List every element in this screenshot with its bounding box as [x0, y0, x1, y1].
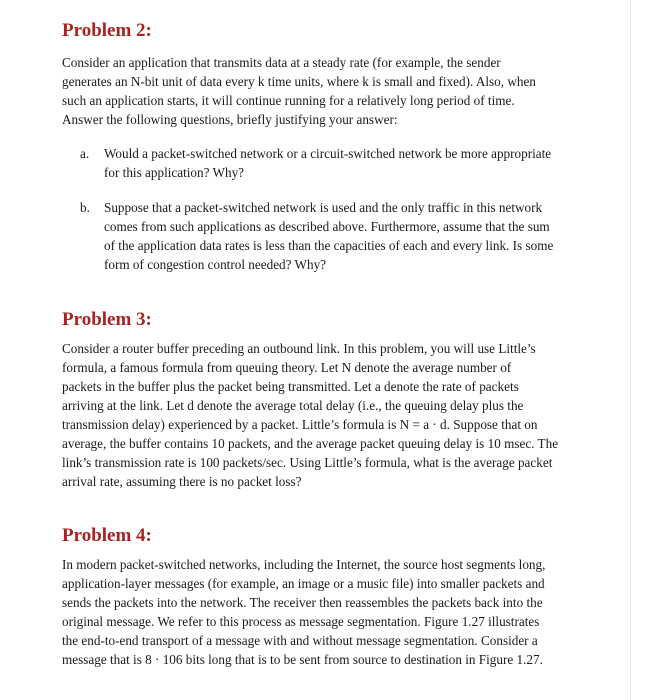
item-label: a. [80, 146, 90, 161]
item-line: comes from such applications as described above. Furthermore, assume that the sum [104, 219, 550, 234]
problem-4-body [62, 555, 602, 669]
item-body [104, 198, 553, 274]
item-line: form of congestion control needed? Why? [104, 257, 327, 272]
problem-2-intro-line: generates an N-bit unit of data every k time units, where k is small and fixed). Also, when [62, 74, 536, 89]
problem-4-line: message that is 8 · 106 bits long that is to be sent from source to destination in Figure 1.27. [62, 652, 543, 667]
problem-2-intro-line: Answer the following questions, briefly justifying your answer: [62, 112, 398, 127]
problem-3-body [62, 339, 602, 491]
problem-4-title: Problem 4: [62, 525, 152, 546]
item-body [104, 144, 551, 182]
problem-2-title: Problem 2: [62, 20, 152, 41]
problem-2-intro-line: such an application starts, it will continue running for a relatively long period of time. [62, 93, 515, 108]
problem-2-intro [62, 53, 602, 129]
problem-3-line: arriving at the link. Let d denote the average total delay (i.e., the queuing delay plus the [62, 398, 524, 413]
problem-4-line: In modern packet-switched networks, including the Internet, the source host segments long, [62, 557, 546, 572]
problem-3-line: formula, a famous formula from queuing theory. Let N denote the average number of [62, 360, 512, 375]
problem-4-line: the end-to-end transport of a message with and without message segmentation. Consider a [62, 633, 538, 648]
page-edge-divider [630, 0, 631, 700]
problem-3-title: Problem 3: [62, 309, 152, 330]
problem-4-line: original message. We refer to this process as message segmentation. Figure 1.27 illustrates [62, 614, 540, 629]
problem-3-line: arrival rate, assuming there is no packet loss? [62, 474, 302, 489]
item-line: of the application data rates is less than the capacities of each and every link. Is some [104, 238, 554, 253]
item-line: for this application? Why? [104, 165, 245, 180]
problem-2-intro-line: Consider an application that transmits data at a steady rate (for example, the sender [62, 55, 501, 70]
problem-3-line: link’s transmission rate is 100 packets/sec. Using Little’s formula, what is the average packet [62, 455, 553, 470]
item-line: Would a packet-switched network or a circuit-switched network be more appropriate [104, 146, 552, 161]
problem-4-line: application-layer messages (for example, an image or a music file) into smaller packets and [62, 576, 545, 591]
item-label: b. [80, 200, 90, 215]
problem-3-line: packets in the buffer plus the packet being transmitted. Let a denote the rate of packets [62, 379, 519, 394]
problem-3-line: average, the buffer contains 10 packets, and the average packet queuing delay is 10 msec. The [62, 436, 559, 451]
problem-3-line: Consider a router buffer preceding an outbound link. In this problem, you will use Little’s [62, 341, 536, 356]
problem-4-line: sends the packets into the network. The receiver then reassembles the packets back into the [62, 595, 543, 610]
item-line: Suppose that a packet-switched network is used and the only traffic in this network [104, 200, 543, 215]
problem-3-line: transmission delay) experienced by a packet. Little’s formula is N = a · d. Suppose that on [62, 417, 538, 432]
